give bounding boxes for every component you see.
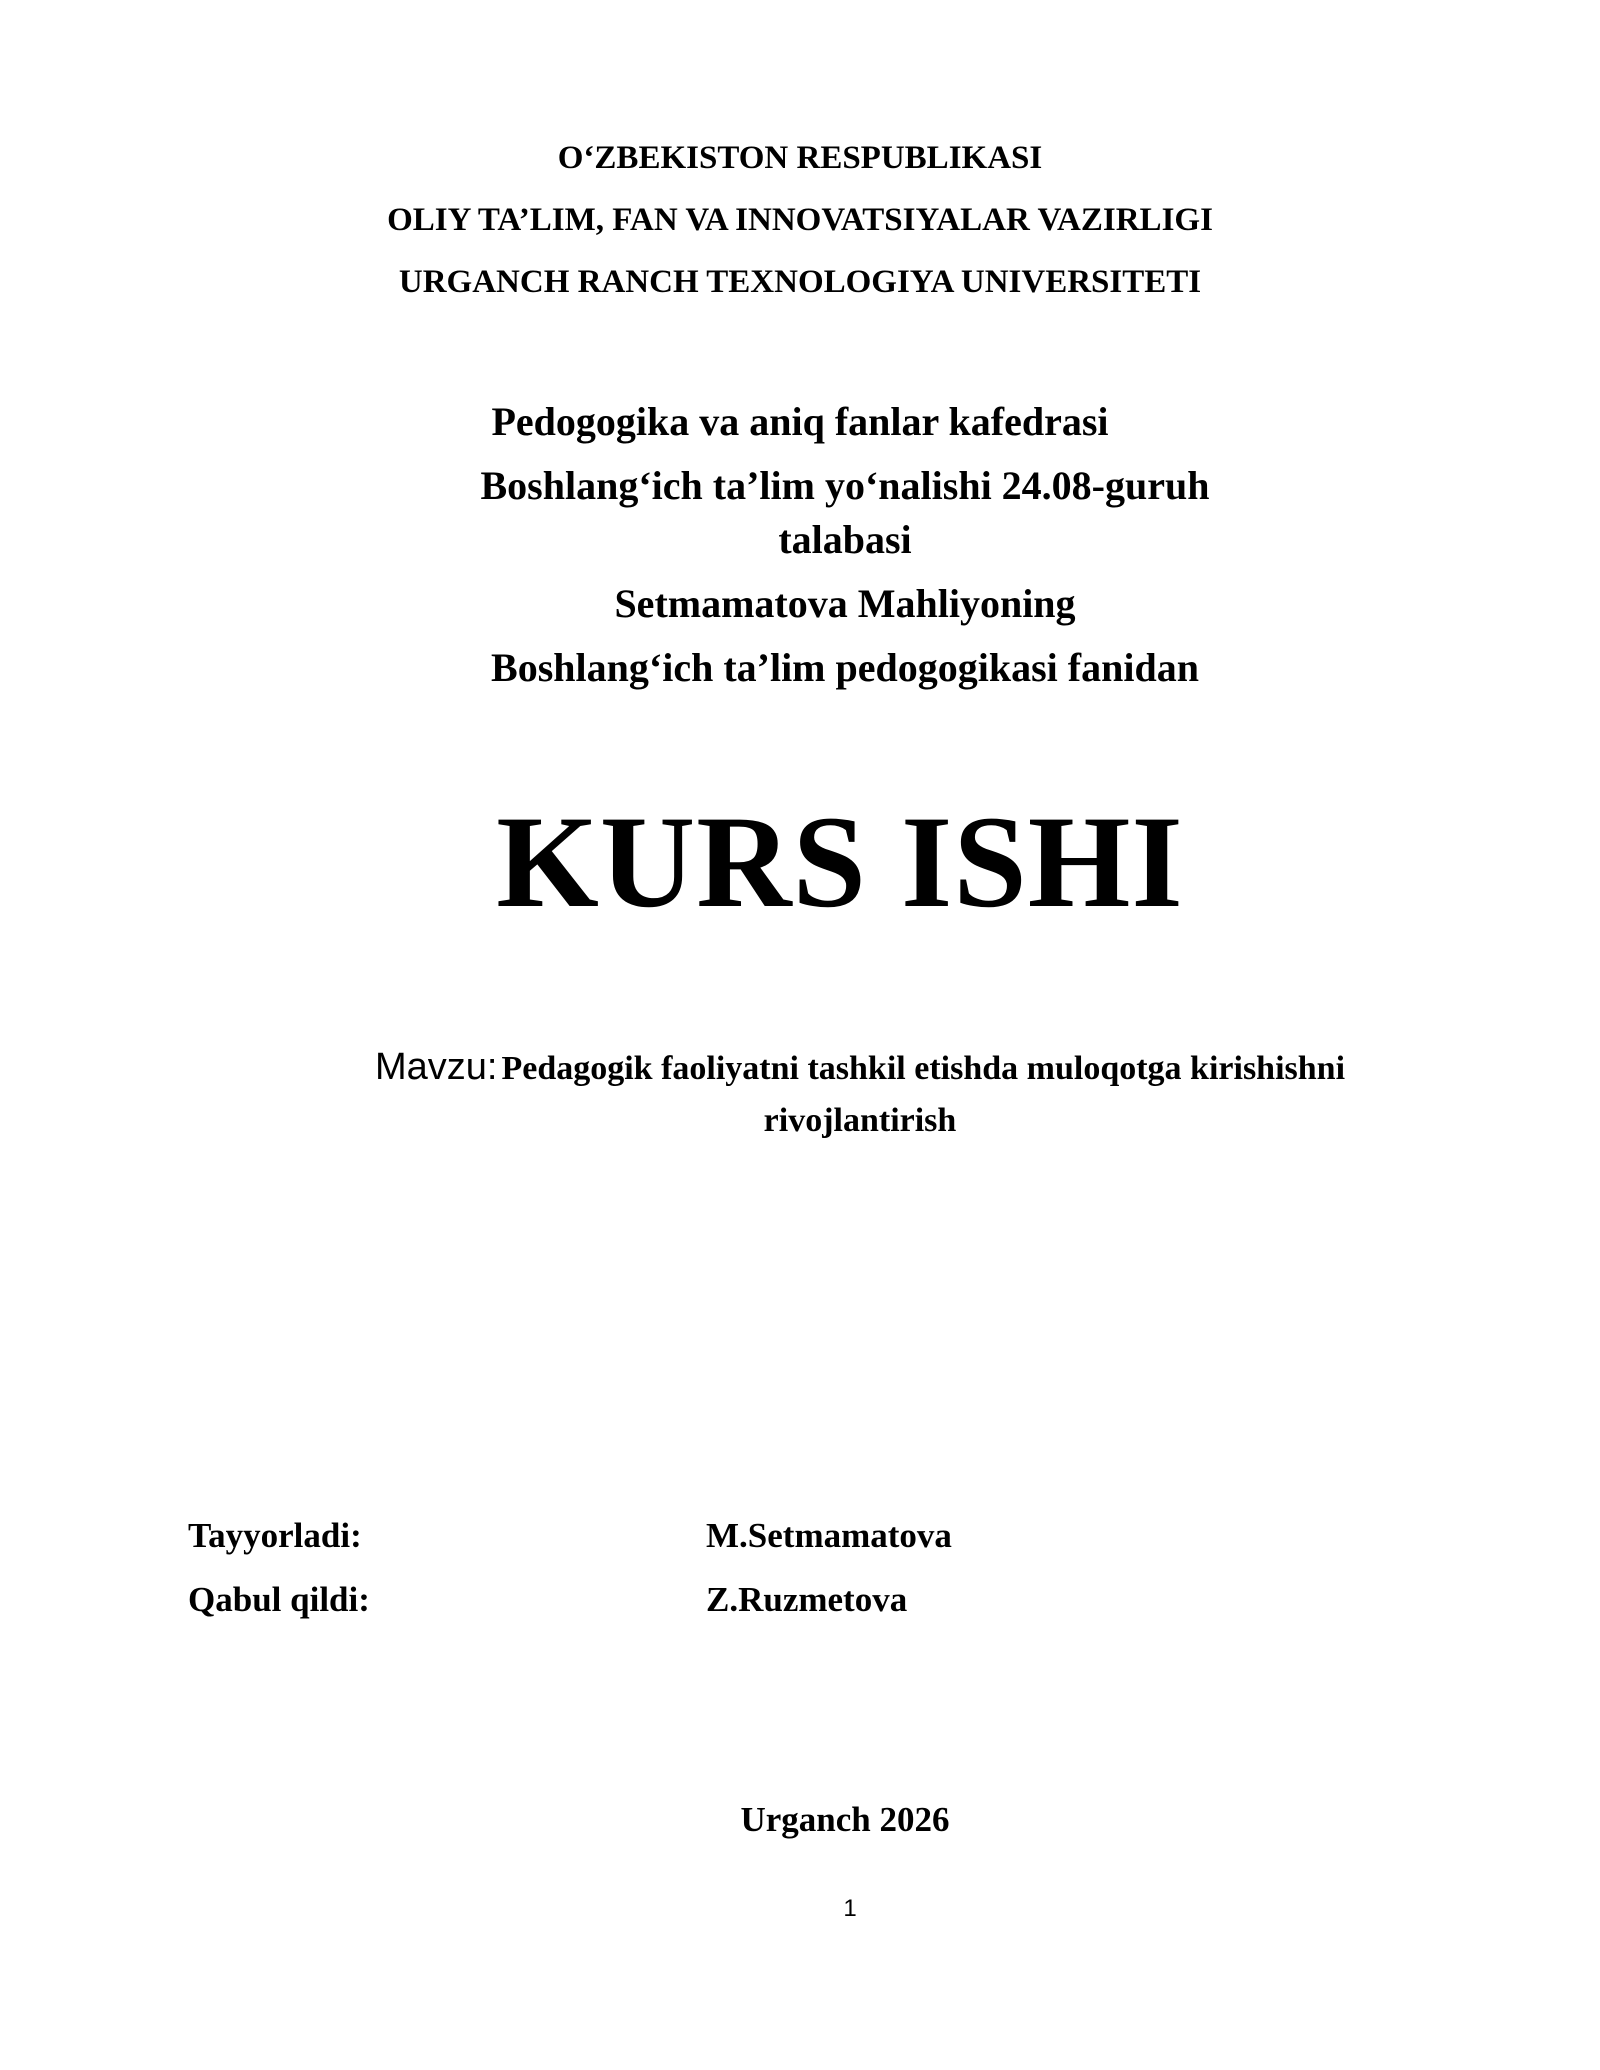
subject-name: Boshlang‘ich ta’lim pedogogikasi fanidan: [491, 645, 1199, 690]
topic-label: Mavzu:: [374, 1046, 498, 1088]
student-label: talabasi: [778, 517, 912, 562]
topic-block: [330, 1044, 1390, 1150]
place-year: Urganch 2026: [740, 1800, 950, 1839]
ministry-heading: OLIY TA’LIM, FAN VA INNOVATSIYALAR VAZIRLIGI: [387, 202, 1213, 238]
country-heading: O‘ZBEKISTON RESPUBLIKASI: [557, 140, 1043, 176]
student-name: Setmamatova Mahliyoning: [614, 581, 1076, 626]
document-title: KURS ISHI: [496, 788, 1184, 935]
accepted-by-label: Qabul qildi:: [188, 1580, 370, 1619]
department-name: Pedogogika va aniq fanlar kafedrasi: [491, 399, 1109, 444]
topic-text: Pedagogik faoliyatni tashkil etishda muloqotga kirishishni rivojlantirish: [501, 1050, 1346, 1139]
prepared-by-label: Tayyorladi:: [188, 1516, 362, 1555]
accepted-by-name: Z.Ruzmetova: [706, 1580, 908, 1619]
prepared-by-name: M.Setmamatova: [706, 1516, 952, 1555]
university-heading: URGANCH RANCH TEXNOLOGIYA UNIVERSITETI: [398, 264, 1202, 300]
page-number: 1: [843, 1895, 857, 1922]
study-direction: Boshlang‘ich ta’lim yo‘nalishi 24.08-guruh: [480, 463, 1210, 508]
